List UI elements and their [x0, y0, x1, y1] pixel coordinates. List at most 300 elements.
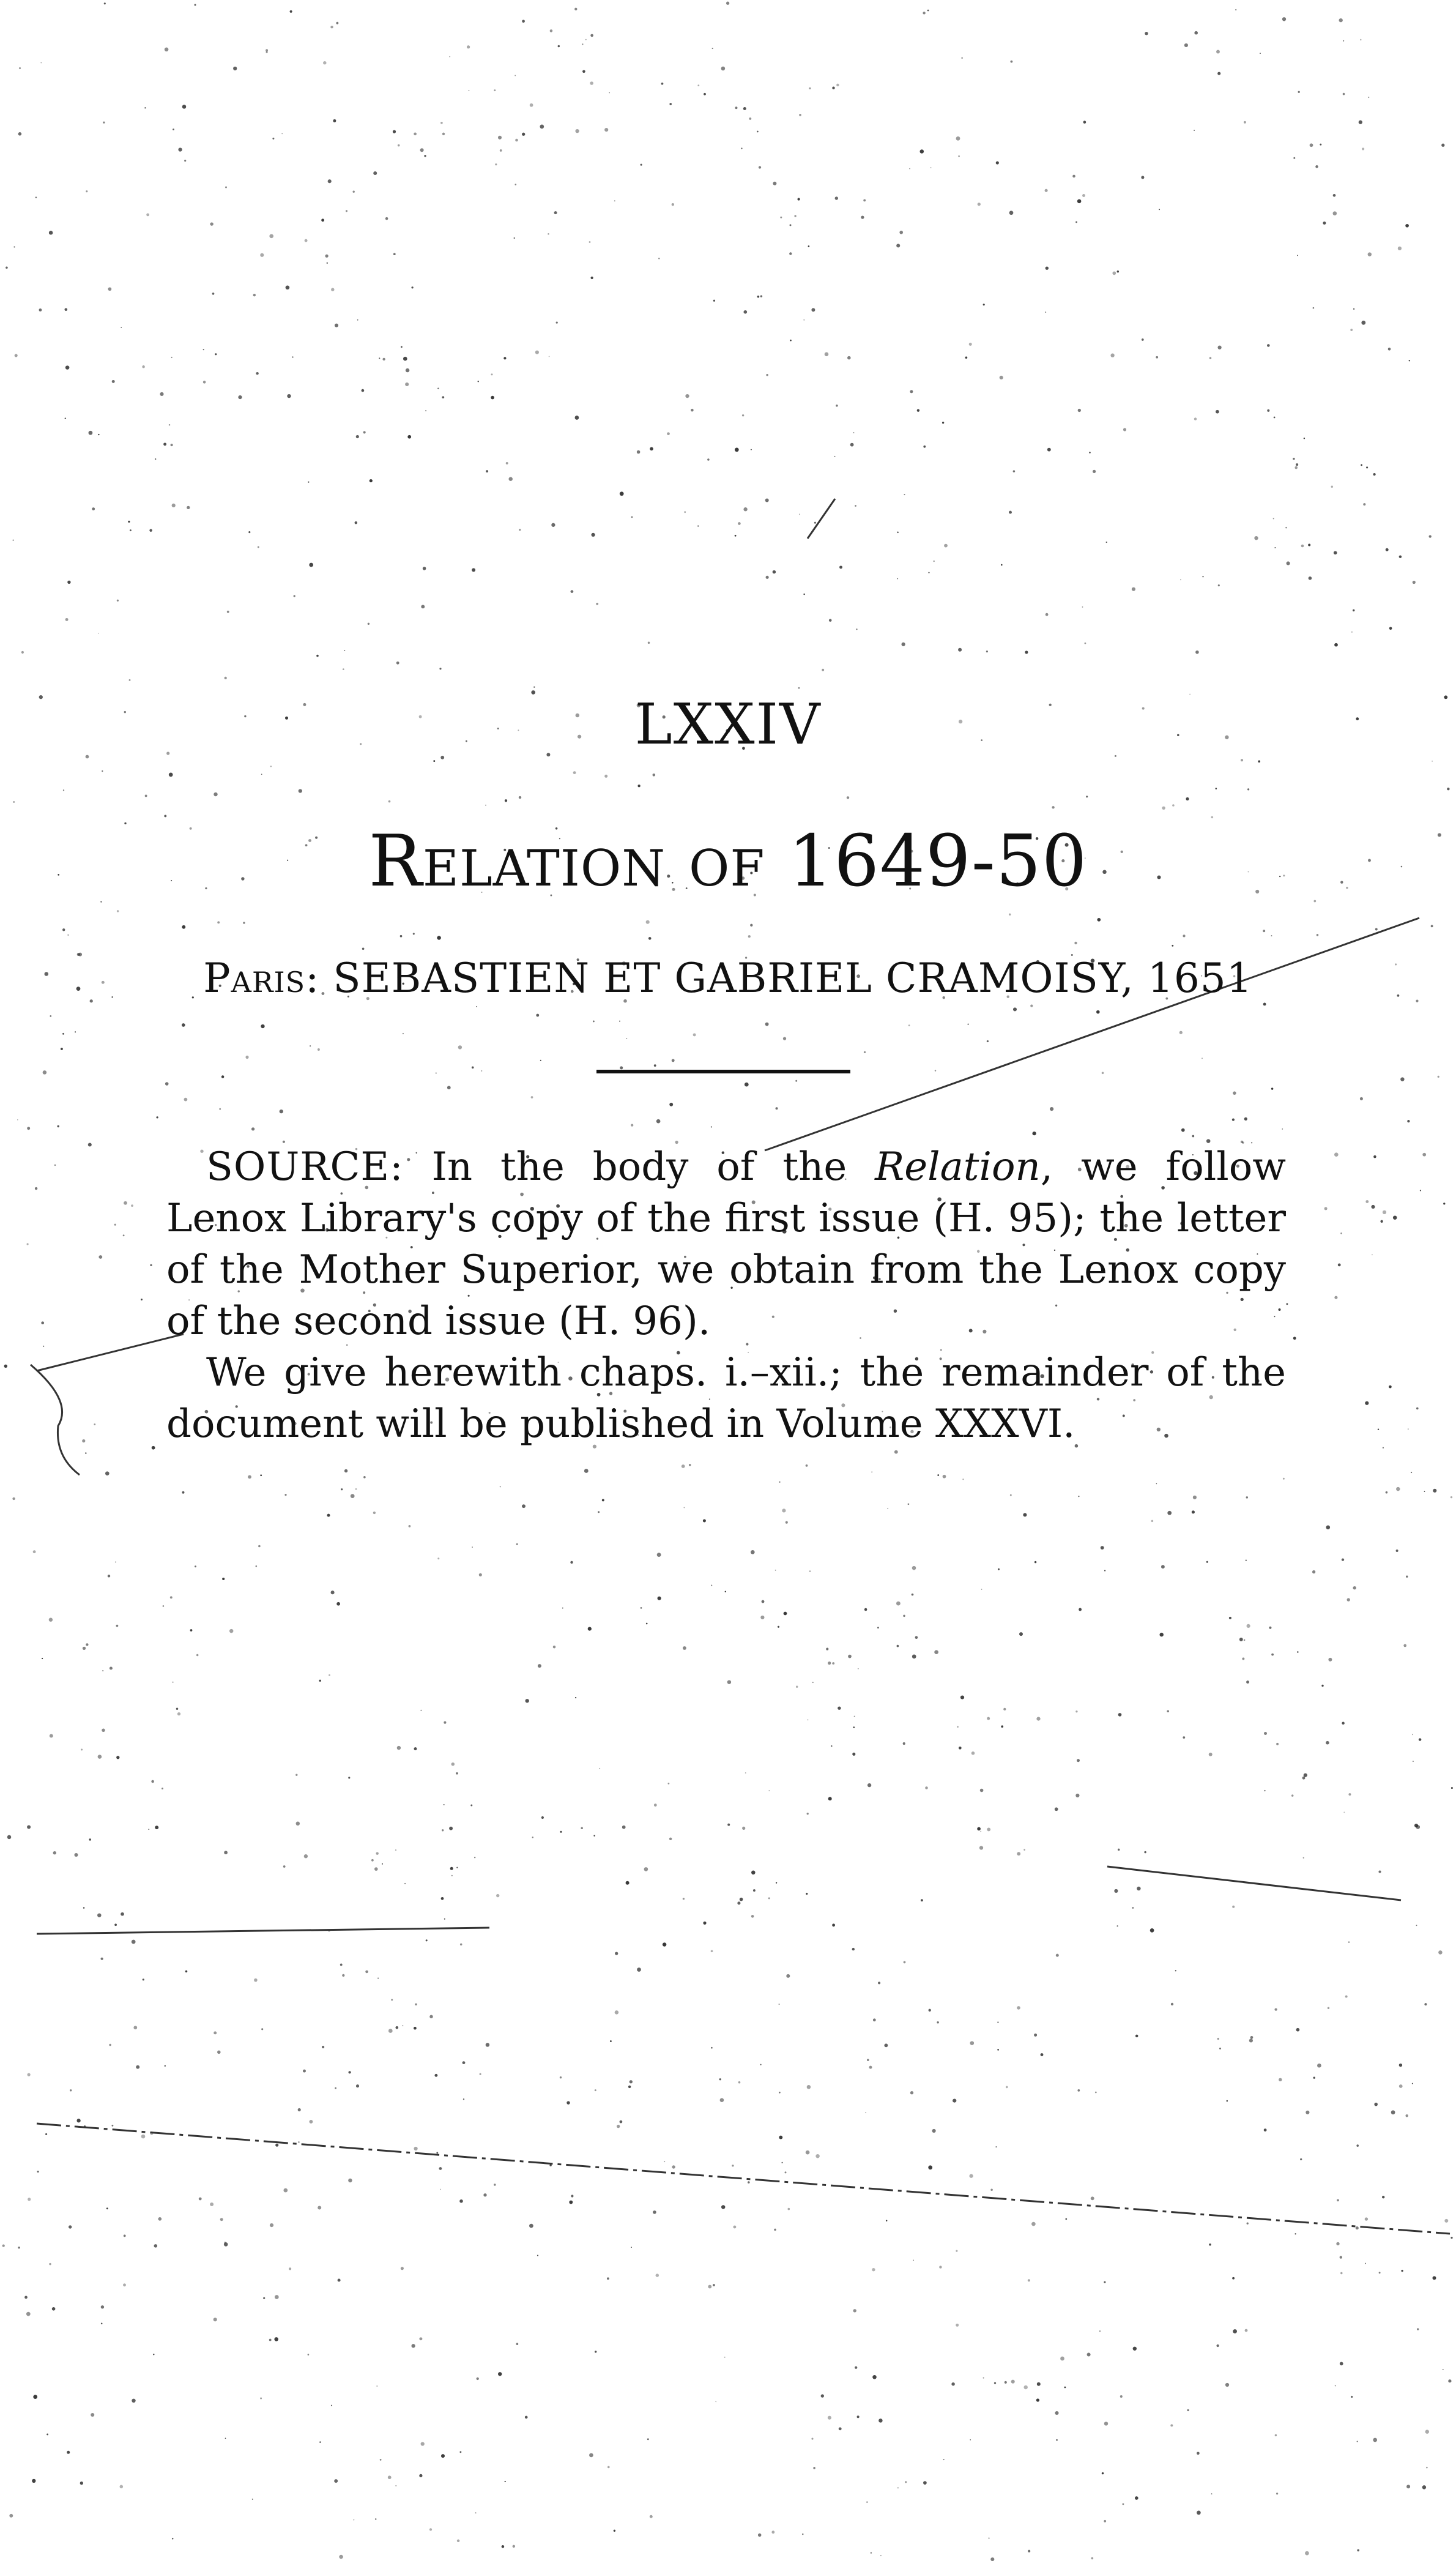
- speckle: [574, 8, 577, 10]
- speckle: [981, 1589, 982, 1590]
- speckle: [553, 1646, 556, 1649]
- speckle: [13, 801, 15, 802]
- speckle: [327, 1514, 330, 1517]
- speckle: [581, 1827, 583, 1830]
- speckle: [1357, 2441, 1358, 2442]
- speckle: [1209, 2243, 1211, 2246]
- speckle: [861, 215, 864, 218]
- speckle: [182, 105, 187, 109]
- speckle: [912, 1594, 914, 1596]
- speckle: [199, 2198, 202, 2201]
- speckle: [733, 2226, 736, 2229]
- speckle: [224, 1851, 228, 1854]
- speckle: [514, 237, 515, 239]
- speckle: [1087, 2353, 1091, 2357]
- speckle: [1144, 1851, 1146, 1853]
- speckle: [1003, 1708, 1006, 1710]
- speckle: [1335, 2385, 1336, 2387]
- speckle: [784, 1612, 787, 1616]
- speckle: [173, 1682, 174, 1683]
- speckle: [535, 351, 539, 354]
- speckle: [74, 1853, 78, 1857]
- speckle: [795, 1080, 797, 1082]
- speckle: [112, 380, 115, 383]
- speckle: [380, 2459, 382, 2461]
- speckle: [1343, 93, 1345, 95]
- speckle: [290, 10, 292, 13]
- speckle: [1217, 346, 1221, 349]
- speckle: [88, 1143, 92, 1146]
- speckle: [1294, 466, 1298, 469]
- speckle: [1432, 761, 1433, 762]
- speckle: [1333, 194, 1336, 197]
- speckle: [1025, 651, 1028, 654]
- speckle: [1276, 2493, 1278, 2494]
- speckle: [724, 2357, 726, 2358]
- speckle: [318, 2206, 321, 2210]
- speckle: [120, 2485, 124, 2489]
- speckle: [656, 2273, 659, 2277]
- speckle: [1202, 1057, 1203, 1059]
- speckle: [1326, 1526, 1331, 1530]
- speckle: [607, 2466, 610, 2469]
- speckle: [858, 1668, 859, 1669]
- speckle: [437, 936, 441, 940]
- speckle: [727, 1680, 731, 1684]
- speckle: [1052, 806, 1054, 808]
- speckle: [644, 1867, 648, 1871]
- speckle: [1179, 1031, 1183, 1034]
- scan-bracket: [31, 1365, 80, 1475]
- speckle: [419, 2337, 422, 2340]
- speckle: [477, 2378, 479, 2380]
- speckle: [923, 2481, 927, 2485]
- speckle: [806, 2150, 810, 2155]
- speckle: [375, 2518, 377, 2520]
- speckle: [116, 1756, 119, 1759]
- speckle: [500, 1486, 501, 1487]
- speckle: [299, 789, 302, 793]
- speckle: [1353, 1586, 1356, 1589]
- speckle: [83, 1647, 86, 1650]
- speckle: [1132, 587, 1135, 591]
- speckle: [1023, 1513, 1027, 1516]
- speckle: [1328, 2007, 1329, 2009]
- speckle: [1306, 2111, 1309, 2114]
- speckle: [248, 531, 250, 533]
- speckle: [637, 450, 641, 454]
- speckle: [1334, 643, 1338, 647]
- speckle: [593, 1020, 595, 1022]
- speckle: [1227, 2100, 1228, 2102]
- speckle: [187, 506, 190, 509]
- speckle: [1338, 1264, 1341, 1267]
- speckle: [172, 504, 176, 507]
- speckle: [485, 805, 486, 806]
- speckle: [812, 1682, 814, 1683]
- speckle: [182, 1023, 185, 1027]
- speckle: [748, 935, 751, 938]
- speckle: [719, 2078, 721, 2080]
- speckle: [745, 1083, 749, 1087]
- speckle: [560, 1831, 562, 1833]
- speckle: [915, 1636, 918, 1639]
- speckle: [978, 203, 981, 206]
- speckle: [852, 1948, 855, 1950]
- speckle: [1426, 2467, 1428, 2469]
- speckle: [373, 1512, 376, 1514]
- speckle: [1337, 2199, 1339, 2202]
- speckle: [270, 766, 272, 767]
- speckle: [1156, 356, 1158, 359]
- speckle: [1104, 2422, 1108, 2425]
- speckle: [806, 1893, 808, 1895]
- speckle: [735, 448, 739, 452]
- speckle: [707, 458, 710, 461]
- speckle: [1409, 360, 1410, 361]
- speckle: [878, 1982, 880, 1984]
- speckle: [803, 594, 804, 595]
- speckle: [703, 1519, 706, 1522]
- speckle: [160, 392, 163, 396]
- speckle: [1019, 1632, 1023, 1636]
- speckle: [930, 167, 932, 168]
- speckle: [983, 2378, 984, 2379]
- speckle: [631, 1124, 633, 1126]
- speckle: [376, 2385, 377, 2387]
- speckle: [1247, 2223, 1249, 2225]
- speckle: [1398, 247, 1402, 250]
- speckle: [935, 1070, 937, 1072]
- speckle: [266, 49, 268, 51]
- speckle: [917, 409, 919, 412]
- speckle: [942, 422, 944, 423]
- speckle: [566, 2101, 570, 2104]
- speckle: [809, 1570, 811, 1572]
- speckle: [760, 295, 763, 297]
- speckle: [460, 1944, 462, 1946]
- speckle: [64, 308, 67, 311]
- speckle: [779, 1482, 781, 1483]
- speckle: [442, 133, 445, 135]
- speckle: [1413, 581, 1416, 584]
- speckle: [884, 2043, 888, 2047]
- speckle: [1183, 934, 1185, 937]
- speckle: [897, 2488, 899, 2489]
- speckle: [436, 2152, 438, 2154]
- speckle: [806, 1464, 808, 1467]
- speckle: [1187, 2409, 1189, 2411]
- speckle: [1308, 544, 1310, 546]
- speckle: [144, 107, 146, 109]
- speckle: [46, 2433, 48, 2435]
- speckle: [354, 2519, 355, 2521]
- speckle: [75, 1031, 76, 1032]
- speckle: [672, 2165, 675, 2168]
- speckle: [414, 132, 417, 135]
- speckle: [1374, 2103, 1378, 2106]
- speckle: [414, 1747, 417, 1750]
- speckle: [1083, 121, 1086, 124]
- speckle: [141, 2135, 146, 2139]
- speckle: [751, 1871, 756, 1875]
- speckle: [908, 1024, 910, 1026]
- speckle: [1388, 348, 1391, 351]
- speckle: [1082, 606, 1083, 608]
- speckle: [1271, 935, 1272, 936]
- speckle: [646, 920, 650, 924]
- speckle: [1028, 2279, 1030, 2281]
- speckle: [735, 535, 737, 537]
- speckle: [654, 1064, 656, 1067]
- speckle: [82, 1439, 85, 1442]
- scan-streak-lower: [37, 2124, 1450, 2234]
- speckle: [713, 300, 715, 302]
- speckle: [1078, 1496, 1079, 1497]
- speckle: [828, 2416, 831, 2420]
- speckle: [341, 1488, 343, 1490]
- speckle: [441, 1897, 444, 1900]
- speckle: [798, 687, 800, 689]
- speckle: [1391, 2110, 1395, 2114]
- speckle: [533, 687, 535, 688]
- speckle: [505, 799, 507, 802]
- speckle: [444, 1804, 445, 1805]
- speckle: [589, 241, 591, 243]
- speckle: [1416, 1408, 1419, 1410]
- speckle: [413, 933, 415, 934]
- speckle: [595, 2089, 596, 2091]
- speckle: [331, 2405, 332, 2406]
- speckle: [294, 595, 295, 597]
- speckle: [451, 1875, 453, 1876]
- speckle: [1375, 928, 1378, 931]
- speckle: [1082, 194, 1085, 197]
- speckle: [153, 2354, 154, 2355]
- speckle: [740, 1898, 743, 1901]
- speckle: [1097, 918, 1101, 922]
- speckle: [382, 358, 385, 360]
- speckle: [480, 2073, 481, 2075]
- speckle: [6, 266, 8, 269]
- speckle: [598, 1511, 600, 1513]
- speckle: [1357, 2549, 1359, 2552]
- speckle: [86, 1643, 88, 1646]
- speckle: [419, 2474, 422, 2477]
- speckle: [713, 2284, 715, 2286]
- speckle: [420, 1710, 422, 1711]
- speckle: [331, 1591, 335, 1594]
- speckle: [50, 1015, 51, 1017]
- speckle: [1194, 417, 1197, 420]
- speckle: [590, 81, 593, 85]
- speckle: [163, 442, 166, 446]
- speckle: [1297, 1651, 1299, 1653]
- speckle: [775, 1570, 776, 1571]
- speckle: [1293, 458, 1295, 460]
- speckle: [873, 2018, 876, 2021]
- speckle: [1046, 613, 1049, 616]
- speckle: [774, 2229, 776, 2231]
- speckle: [697, 84, 699, 86]
- speckle: [261, 774, 262, 775]
- speckle: [132, 2399, 135, 2403]
- speckle: [1443, 2369, 1444, 2370]
- speckle: [899, 231, 903, 234]
- speckle: [901, 643, 905, 646]
- speckle: [864, 1608, 867, 1611]
- speckle: [1132, 1907, 1134, 1908]
- speckle: [1037, 2382, 1041, 2386]
- speckle: [89, 431, 93, 435]
- speckle: [91, 2413, 94, 2417]
- speckle: [779, 2004, 780, 2005]
- speckle: [81, 1749, 83, 1751]
- speckle: [415, 2004, 417, 2005]
- speckle: [871, 2553, 872, 2554]
- speckle: [49, 1618, 53, 1622]
- speckle: [1232, 2277, 1235, 2280]
- speckle: [953, 2098, 956, 2102]
- speckle: [745, 1772, 746, 1773]
- speckle: [850, 443, 854, 447]
- speckle: [287, 394, 291, 398]
- speckle: [62, 1033, 64, 1035]
- speckle: [937, 2021, 939, 2024]
- speckle: [1424, 1491, 1425, 1492]
- speckle: [1389, 627, 1392, 630]
- speckle: [1050, 1107, 1053, 1111]
- speckle: [1342, 1558, 1344, 1561]
- speckle: [1247, 1624, 1250, 1628]
- speckle: [602, 1499, 604, 1501]
- speckle: [116, 1625, 119, 1627]
- speckle: [872, 2268, 875, 2271]
- speckle: [1317, 2064, 1321, 2068]
- speckle: [765, 1023, 769, 1026]
- speckle: [117, 600, 119, 602]
- speckle: [631, 2247, 632, 2248]
- speckle: [102, 1729, 105, 1732]
- speckle: [807, 2085, 811, 2089]
- speckle: [1371, 1205, 1375, 1209]
- speckle: [177, 1712, 180, 1715]
- speckle: [296, 1822, 300, 1826]
- speckle: [1074, 942, 1077, 944]
- speckle: [997, 2049, 999, 2051]
- speckle: [1197, 2452, 1200, 2455]
- speckle: [1030, 1005, 1033, 1007]
- speckle: [165, 1082, 169, 1086]
- source-text-after: , we follow Lenox Library's copy of the first issue (H. 95); the letter of the Mother Superior, we obtain from the Lenox copy of the second issue (H. 96).: [166, 1144, 1286, 1344]
- speckle: [1056, 2439, 1057, 2441]
- speckle: [94, 1423, 95, 1425]
- speckle: [956, 2324, 959, 2327]
- speckle: [541, 1816, 544, 1819]
- speckle: [348, 1777, 350, 1778]
- speckle: [1215, 788, 1217, 789]
- speckle: [342, 1974, 344, 1977]
- speckle: [258, 1545, 261, 1548]
- speckle: [590, 277, 593, 279]
- speckle: [1192, 1510, 1195, 1513]
- speckle: [1102, 2472, 1104, 2474]
- speckle: [98, 434, 99, 435]
- speckle: [123, 2283, 126, 2286]
- speckle: [832, 87, 834, 89]
- speckle: [456, 1867, 458, 1868]
- speckle: [1351, 2396, 1353, 2398]
- speckle: [1413, 1761, 1414, 1762]
- speckle: [388, 800, 391, 803]
- speckle: [1334, 551, 1337, 554]
- speckle: [933, 561, 934, 562]
- speckle: [190, 1629, 193, 1632]
- speckle: [1343, 40, 1344, 42]
- speckle: [295, 1774, 297, 1776]
- speckle: [759, 166, 761, 168]
- speckle: [956, 2250, 957, 2252]
- speckle: [782, 1509, 786, 1512]
- speckle: [962, 1479, 964, 1480]
- speckle: [1091, 2557, 1093, 2560]
- speckle: [1096, 1010, 1100, 1014]
- speckle: [491, 396, 494, 400]
- speckle: [115, 1561, 116, 1562]
- speckle: [162, 1788, 163, 1789]
- speckle: [322, 2046, 324, 2048]
- speckle: [832, 1662, 834, 1665]
- speckle: [1420, 1190, 1421, 1191]
- speckle: [536, 1014, 539, 1017]
- speckle: [1095, 2092, 1097, 2094]
- speckle: [1233, 2329, 1237, 2333]
- speckle: [853, 1726, 855, 1728]
- speckle: [887, 1508, 888, 1509]
- speckle: [67, 581, 70, 584]
- speckle: [65, 618, 69, 621]
- speckle: [1159, 209, 1160, 210]
- speckle: [1320, 144, 1321, 146]
- speckle: [255, 1565, 257, 1567]
- speckle: [607, 2277, 609, 2280]
- speckle: [316, 655, 319, 657]
- speckle: [108, 287, 112, 291]
- speckle: [170, 1596, 173, 1598]
- speckle: [450, 1867, 453, 1870]
- speckle: [648, 641, 650, 644]
- speckle: [248, 1475, 251, 1479]
- speckle: [641, 1607, 642, 1609]
- speckle: [573, 771, 576, 774]
- speckle: [531, 1096, 533, 1098]
- speckle: [1023, 1849, 1025, 1851]
- speckle: [1118, 1849, 1120, 1851]
- speckle: [789, 252, 792, 255]
- speckle: [447, 1086, 451, 1089]
- speckle: [260, 1474, 262, 1476]
- speckle: [1193, 1496, 1197, 1499]
- speckle: [1089, 452, 1091, 453]
- speckle: [305, 239, 308, 242]
- speckle: [441, 2454, 445, 2458]
- speckle: [925, 1786, 928, 1789]
- speckle: [1151, 1520, 1154, 1523]
- speckle: [45, 2133, 47, 2135]
- speckle: [588, 1627, 592, 1630]
- speckle: [261, 2028, 263, 2030]
- speckle: [379, 357, 380, 359]
